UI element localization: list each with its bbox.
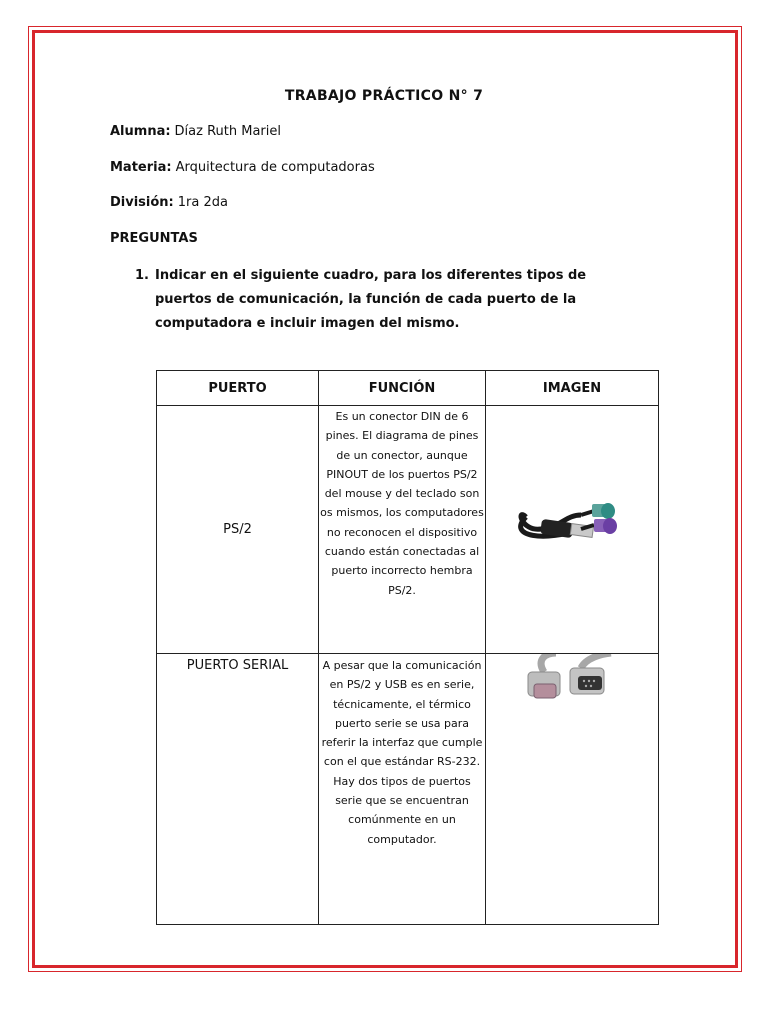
port-function: Es un conector DIN de 6 pines. El diagrama de pines de un conector, aunque PINOUT de los puertos PS/2 del mouse y del teclado son os mismos, los computadores no reconocen el dispositivo cuando están conectadas al puerto incorrecto hembra PS/2.: [319, 406, 486, 654]
field-label: Alumna:: [110, 124, 171, 139]
document-title: TRABAJO PRÁCTICO N° 7: [284, 88, 484, 104]
serial-cable-image: [486, 654, 659, 920]
port-image-cell: [486, 654, 659, 925]
field-label: Materia:: [110, 160, 172, 175]
table-row: [157, 654, 659, 925]
header-imagen: IMAGEN: [486, 371, 659, 406]
port-name: PUERTO SERIAL: [157, 654, 319, 925]
port-function: A pesar que la comunicación en PS/2 y USB es en serie, técnicamente, el térmico puerto serie se usa para referir la interfaz que cumple con el que estándar RS-232. Hay dos tipos de puertos serie que se encuentran comúnmente en un computador.: [319, 654, 486, 925]
table-row: [157, 406, 659, 654]
section-heading: PREGUNTAS: [110, 231, 198, 246]
field-value: Arquitectura de computadoras: [175, 160, 375, 175]
ports-table: [156, 370, 659, 925]
header-funcion: FUNCIÓN: [319, 371, 486, 406]
header-puerto: PUERTO: [157, 371, 319, 406]
field-value: 1ra 2da: [177, 195, 228, 210]
question-number: 1.: [135, 268, 149, 283]
port-name: PS/2: [157, 406, 319, 654]
question-text: Indicar en el siguiente cuadro, para los diferentes tipos de puertos de comunicación, la función de cada puerto de la computadora e incluir imagen del mismo.: [155, 268, 587, 331]
port-image-cell: [486, 406, 659, 654]
ps2-cable-image: [486, 407, 659, 653]
field-division: [110, 195, 228, 210]
field-value: Díaz Ruth Mariel: [174, 124, 281, 139]
table-header-row: [157, 371, 659, 406]
field-label: División:: [110, 195, 174, 210]
field-materia: [110, 160, 375, 175]
field-alumna: [110, 124, 281, 139]
